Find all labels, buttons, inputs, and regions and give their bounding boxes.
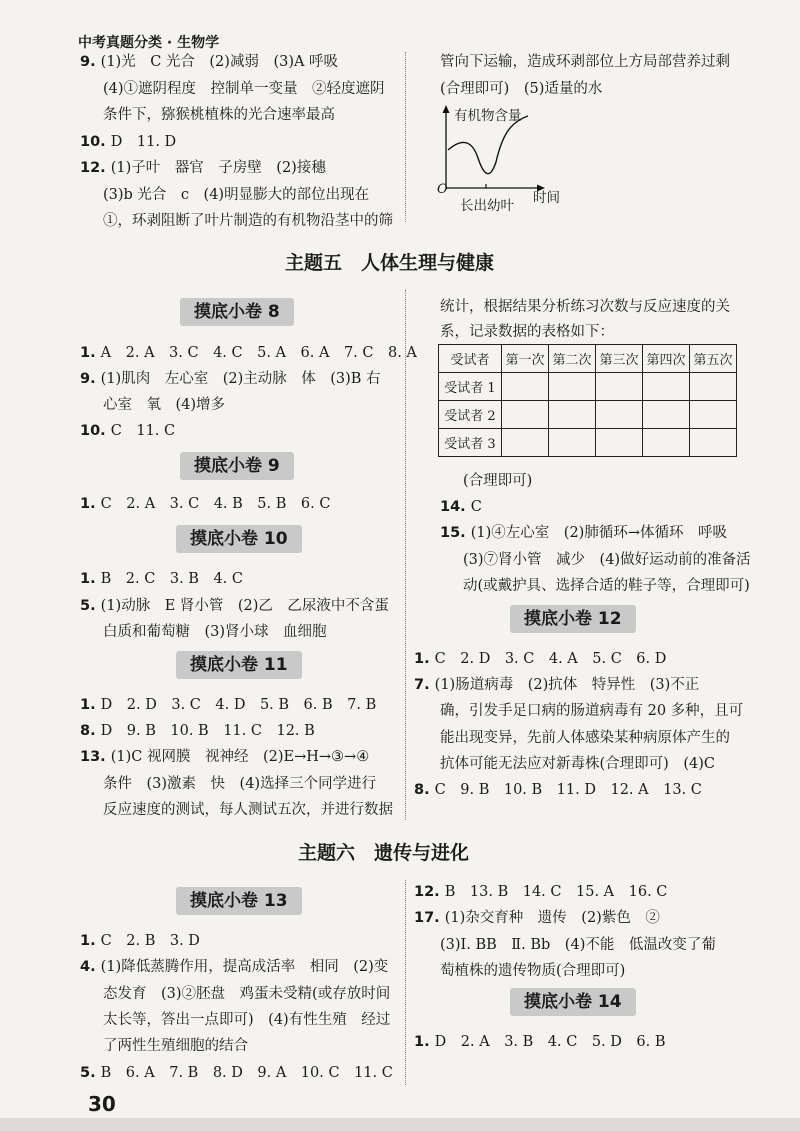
answer-text: (1)肌肉 左心室 (2)主动脉 体 (3)B 右	[100, 371, 381, 387]
answer-line	[80, 721, 315, 741]
answer-text: (1)肠道病毒 (2)抗体 特异性 (3)不正	[434, 677, 700, 694]
answer-text: D 11. D	[110, 133, 177, 150]
page-number: 30	[88, 1092, 116, 1116]
answer-text: 能出现变异，先前人体感染某种病原体产生的	[440, 729, 730, 746]
graph-ylabel: 有机物含量	[454, 108, 522, 124]
answer-line	[103, 211, 393, 231]
question-number: 1.	[80, 933, 101, 949]
answer-text: 了两性生殖细胞的结合	[103, 1038, 248, 1055]
answer-line	[440, 935, 716, 955]
answer-line	[80, 369, 381, 389]
question-number: 15.	[440, 525, 471, 542]
answer-line	[80, 569, 243, 589]
column-divider	[405, 52, 406, 222]
answer-line	[103, 185, 369, 205]
answer-line	[80, 1063, 393, 1083]
answer-text: (3)Ⅰ. BB Ⅱ. Bb (4)不能 低温改变了葡	[440, 936, 716, 953]
question-number: 10.	[80, 133, 111, 150]
question-number: 1.	[80, 345, 101, 361]
answer-line	[80, 343, 417, 363]
answer-line	[103, 984, 390, 1004]
table-row-label: 受试者 2	[439, 401, 502, 429]
question-number: 1.	[80, 496, 101, 512]
answer-line	[80, 52, 338, 72]
answer-text: 系，记录数据的表格如下：	[440, 324, 614, 340]
table-row	[439, 373, 737, 401]
theme5-title: 主题五 人体生理与健康	[285, 252, 495, 274]
badge-quiz-9: 摸底小卷 9	[180, 452, 294, 480]
answer-line	[80, 747, 369, 767]
answer-text: 动(或戴护具、选择合适的鞋子等，合理即可)	[463, 577, 750, 594]
badge-quiz-13: 摸底小卷 13	[176, 887, 302, 915]
table-cell-empty	[502, 373, 549, 401]
answer-line	[80, 421, 175, 441]
answer-line	[463, 471, 532, 491]
answer-line	[440, 322, 614, 342]
table-header-cell: 第四次	[643, 345, 690, 373]
table-cell-empty	[549, 373, 596, 401]
question-number: 5.	[80, 597, 101, 614]
answer-text: 萄植株的遗传物质(合理即可)	[440, 962, 626, 979]
badge-quiz-11: 摸底小卷 11	[176, 651, 302, 679]
answer-text: 反应速度的测试，每人测试五次，并进行数据	[103, 801, 393, 818]
question-number: 9.	[80, 371, 101, 387]
answer-text: (1)光 C 光合 (2)减弱 (3)A 呼吸	[100, 54, 339, 70]
table-cell-empty	[549, 429, 596, 457]
table-cell-empty	[502, 401, 549, 429]
answer-text: (1)C 视网膜 视神经 (2)E→H→③→④	[110, 749, 370, 766]
question-number: 10.	[80, 423, 111, 439]
table-header-row	[439, 345, 737, 373]
answer-text: (1)子叶 器官 子房壁 (2)接穗	[110, 160, 326, 176]
table-cell-empty	[643, 401, 690, 429]
answer-text: (合理即可) (5)适量的水	[440, 80, 603, 97]
answer-text: D 2. D 3. C 4. D 5. B 6. B 7. B	[100, 697, 377, 713]
question-number: 14.	[440, 499, 471, 516]
question-number: 12.	[414, 884, 445, 900]
answer-text: D 2. A 3. B 4. C 5. D 6. B	[434, 1034, 666, 1050]
column-divider	[405, 290, 406, 820]
answer-text: 条件 (3)激素 快 (4)选择三个同学进行	[103, 775, 377, 792]
table-header-cell: 第一次	[502, 345, 549, 373]
answer-line	[103, 774, 376, 794]
graph-y-arrow	[443, 105, 450, 113]
answer-text: (合理即可)	[463, 473, 533, 489]
answer-text: C 2. A 3. C 4. B 5. B 6. C	[100, 496, 331, 512]
answer-line	[80, 132, 176, 152]
answer-text: 太长等，答出一点即可) (4)有性生殖 经过	[103, 1011, 391, 1028]
answer-text: 确，引发手足口病的肠道病毒有 20 多种，且可	[440, 703, 744, 720]
table-cell-empty	[643, 373, 690, 401]
question-number: 17.	[414, 910, 445, 927]
table-row	[439, 401, 737, 429]
question-number: 8.	[80, 723, 101, 740]
answer-line	[440, 754, 715, 774]
answer-text: 抗体可能无法应对新毒株(合理即可) (4)C	[440, 755, 715, 772]
answer-line	[440, 52, 730, 72]
table-cell-empty	[549, 401, 596, 429]
question-number: 12.	[80, 160, 111, 176]
answer-text: B 13. B 14. C 15. A 16. C	[444, 884, 668, 900]
answer-line	[103, 79, 385, 99]
table-cell-empty	[596, 429, 643, 457]
answer-text: D 9. B 10. B 11. C 12. B	[100, 723, 315, 740]
answer-text: 态发育 (3)②胚盘 鸡蛋未受精(或存放时间	[103, 985, 391, 1002]
question-number: 1.	[80, 697, 101, 713]
answer-line	[440, 297, 730, 317]
table-cell-empty	[690, 401, 737, 429]
table-row	[439, 429, 737, 457]
answer-text: 白质和葡萄糖 (3)肾小球 血细胞	[103, 624, 327, 640]
question-number: 8.	[414, 782, 435, 798]
badge-quiz-10: 摸底小卷 10	[176, 525, 302, 553]
answer-text: ①，环剥阻断了叶片制造的有机物沿茎中的筛	[103, 213, 393, 229]
question-number: 1.	[414, 651, 435, 667]
answer-line	[80, 596, 389, 616]
answer-line	[80, 957, 388, 977]
badge-quiz-8: 摸底小卷 8	[180, 298, 294, 326]
page-bottom-edge	[0, 1118, 800, 1131]
answer-line	[80, 494, 330, 514]
answer-text: (1)杂交育种 遗传 (2)紫色 ②	[444, 910, 660, 927]
graph-xlabel: 时间	[533, 190, 560, 206]
answer-text: 条件下，猕猴桃植株的光合速率最高	[103, 107, 335, 123]
answer-line	[463, 550, 751, 570]
answer-text: 统计，根据结果分析练习次数与反应速度的关	[440, 299, 730, 315]
answer-line	[414, 908, 660, 928]
answer-line	[440, 79, 602, 99]
answer-text: A 2. A 3. C 4. C 5. A 6. A 7. C 8. A	[100, 345, 417, 361]
answer-text: 心室 氧 (4)增多	[103, 397, 226, 413]
table-header-cell: 第二次	[549, 345, 596, 373]
answer-line	[414, 675, 699, 695]
answer-text: (3)b 光合 c (4)明显膨大的部位出现在	[103, 186, 370, 203]
table-header-cell: 第三次	[596, 345, 643, 373]
badge-quiz-14: 摸底小卷 14	[510, 988, 636, 1016]
table-cell-empty	[690, 373, 737, 401]
table-cell-empty	[690, 429, 737, 457]
answer-text: B 6. A 7. B 8. D 9. A 10. C 11. C	[100, 1064, 393, 1081]
table-cell-empty	[643, 429, 690, 457]
answer-line	[103, 105, 335, 125]
answer-text: (1)动脉 E 肾小管 (2)乙 乙尿液中不含蛋	[100, 597, 389, 614]
answer-line	[440, 961, 625, 981]
answer-line	[103, 1036, 248, 1056]
theme6-title: 主题六 遗传与进化	[298, 842, 470, 864]
page-header: 中考真题分类 · 生物学	[78, 35, 220, 51]
answer-line	[463, 576, 750, 596]
column-divider	[405, 880, 406, 1085]
table-header-cell: 第五次	[690, 345, 737, 373]
answer-line	[80, 931, 200, 951]
question-number: 1.	[80, 571, 101, 587]
answer-text: C 2. B 3. D	[100, 933, 200, 949]
record-table	[438, 344, 737, 457]
answer-line	[414, 780, 702, 800]
table-cell-empty	[502, 429, 549, 457]
badge-quiz-12: 摸底小卷 12	[510, 605, 636, 633]
answer-line	[414, 649, 666, 669]
question-number: 1.	[414, 1034, 435, 1050]
question-number: 5.	[80, 1064, 101, 1081]
table-header-cell: 受试者	[439, 345, 502, 373]
answer-line	[103, 800, 393, 820]
table-cell-empty	[596, 401, 643, 429]
table-row-label: 受试者 1	[439, 373, 502, 401]
answer-line	[414, 882, 667, 902]
answer-text: C 11. C	[110, 423, 176, 439]
answer-line	[440, 497, 482, 517]
answer-text: C	[470, 499, 482, 516]
answer-line	[80, 158, 326, 178]
graph-curve	[448, 116, 528, 174]
answer-line	[103, 1010, 390, 1030]
answer-text: C 9. B 10. B 11. D 12. A 13. C	[434, 782, 702, 798]
answer-text: (4)①遮阴程度 控制单一变量 ②轻度遮阴	[103, 80, 385, 97]
answer-text: C 2. D 3. C 4. A 5. C 6. D	[434, 651, 667, 667]
answer-line	[440, 701, 743, 721]
graph-origin: O	[437, 182, 448, 197]
table-row-label: 受试者 3	[439, 429, 502, 457]
answer-line	[103, 622, 327, 642]
answer-line	[80, 695, 376, 715]
answer-text: B 2. C 3. B 4. C	[100, 571, 243, 587]
question-number: 7.	[414, 677, 435, 694]
answer-text: (3)⑦肾小管 减少 (4)做好运动前的准备活	[463, 551, 751, 568]
question-number: 9.	[80, 54, 101, 70]
answer-line	[440, 523, 727, 543]
answer-text: (1)④左心室 (2)肺循环→体循环 呼吸	[470, 525, 727, 542]
graph-xmark: 长出幼叶	[460, 198, 514, 214]
table-cell-empty	[596, 373, 643, 401]
answer-text: 管向下运输，造成环剥部位上方局部营养过剩	[440, 54, 730, 70]
answer-line	[103, 395, 225, 415]
question-number: 4.	[80, 959, 101, 976]
answer-line	[440, 728, 730, 748]
question-number: 13.	[80, 749, 111, 766]
answer-text: (1)降低蒸腾作用，提高成活率 相同 (2)变	[100, 959, 389, 976]
answer-line	[414, 1032, 666, 1052]
